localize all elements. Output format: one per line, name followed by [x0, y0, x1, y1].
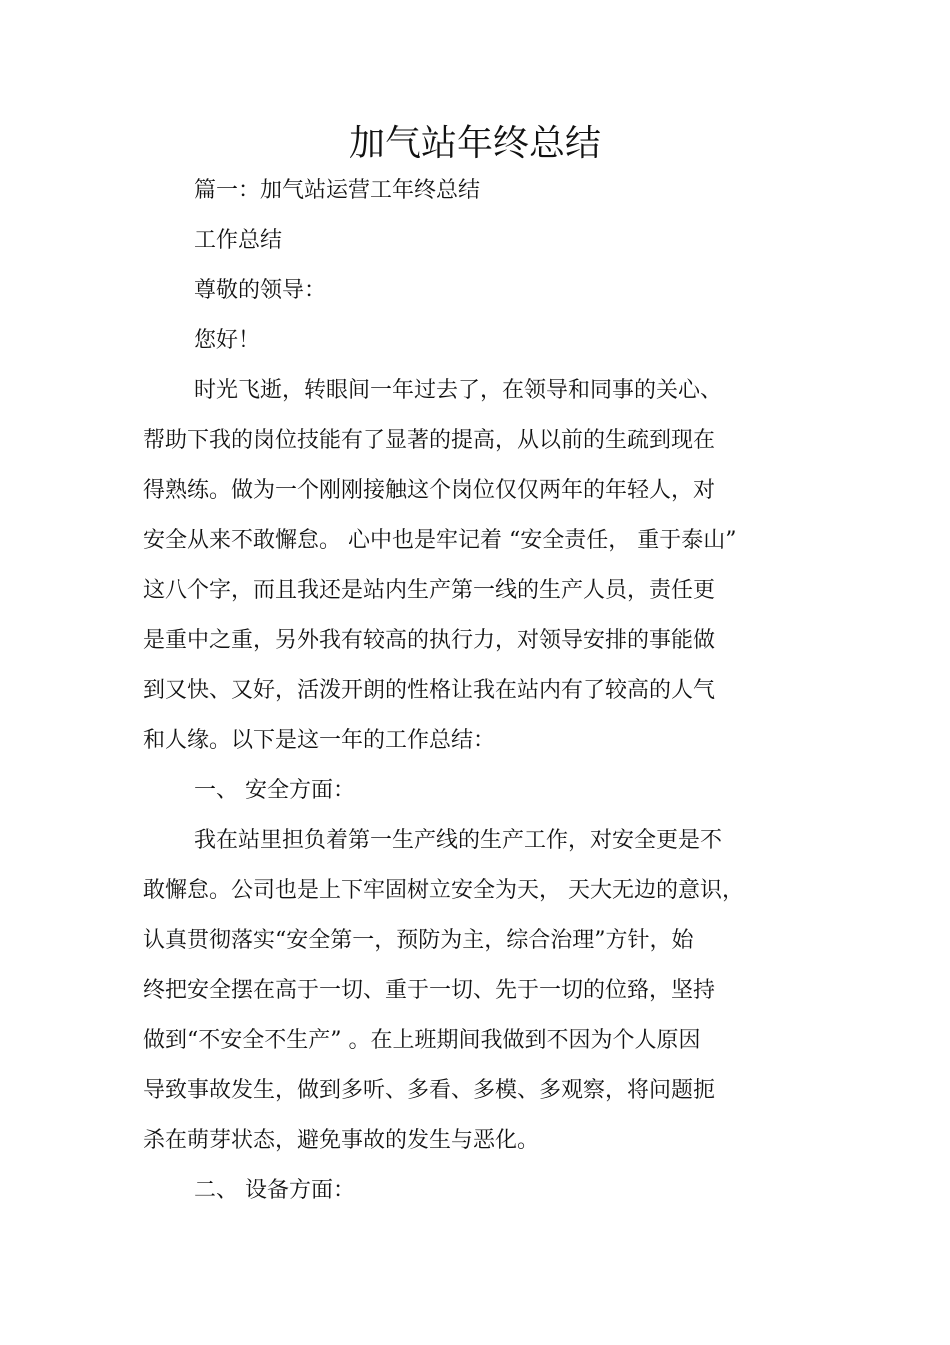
paragraph-line: 我在站里担负着第一生产线的生产工作，对安全更是不 — [194, 828, 723, 853]
paragraph-line: 帮助下我的岗位技能有了显著的提高，从以前的生疏到现在 — [143, 428, 716, 453]
section-heading: 二、 设备方面： — [194, 1178, 355, 1203]
paragraph-line: 安全从来不敢懈怠。 心中也是牢记着 “安全责任， 重于泰山” — [143, 528, 737, 553]
paragraph-line: 认真贯彻落实“安全第一，预防为主，综合治理”方针，始 — [143, 928, 694, 953]
paragraph-line: 时光飞逝，转眼间一年过去了，在领导和同事的关心、 — [194, 378, 723, 403]
paragraph-line: 做到“不安全不生产” 。在上班期间我做到不因为个人原因 — [143, 1028, 701, 1053]
paragraph-line: 敢懈怠。公司也是上下牢固树立安全为天， 天大无边的意识， — [143, 878, 744, 903]
paragraph-line: 这八个字，而且我还是站内生产第一线的生产人员，责任更 — [143, 578, 716, 603]
section-heading: 篇一：加气站运营工年终总结 — [194, 178, 481, 203]
paragraph-line: 和人缘。以下是这一年的工作总结： — [143, 728, 496, 753]
paragraph-line: 工作总结 — [194, 228, 283, 253]
section-heading: 一、 安全方面： — [194, 778, 355, 803]
paragraph-line: 终把安全摆在高于一切、重于一切、先于一切的位臵，坚持 — [143, 978, 716, 1003]
paragraph-line: 得熟练。做为一个刚刚接触这个岗位仅仅两年的年轻人，对 — [143, 478, 716, 503]
paragraph-line: 导致事故发生，做到多听、多看、多模、多观察，将问题扼 — [143, 1078, 716, 1103]
paragraph-line: 到又快、又好，活泼开朗的性格让我在站内有了较高的人气 — [143, 678, 716, 703]
paragraph-line: 是重中之重，另外我有较高的执行力，对领导安排的事能做 — [143, 628, 716, 653]
document-title: 加气站年终总结 — [348, 123, 601, 164]
paragraph-line: 杀在萌芽状态，避免事故的发生与恶化。 — [143, 1128, 540, 1153]
salutation: 尊敬的领导： — [194, 278, 327, 303]
greeting: 您好！ — [194, 328, 261, 353]
